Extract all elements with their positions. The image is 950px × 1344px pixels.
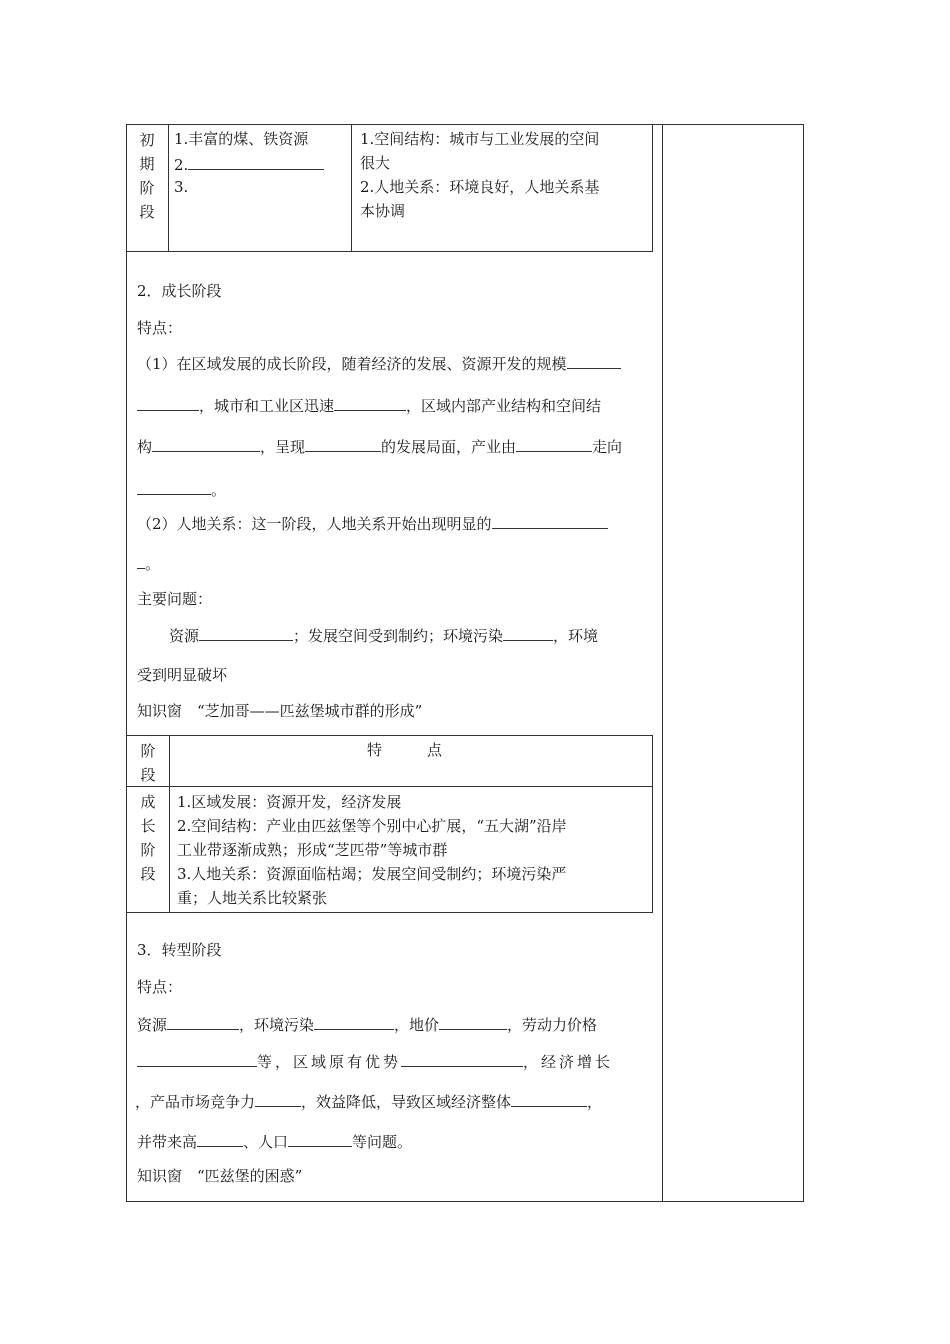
fill-blank[interactable] <box>197 1130 243 1147</box>
fill-blank[interactable] <box>492 512 608 529</box>
knowledge-window-title: 知识窗 “芝加哥——匹兹堡城市群的形成” <box>137 702 423 720</box>
column-divider <box>169 736 170 912</box>
factors-cell <box>168 124 352 251</box>
feature-row: 3.人地关系：资源面临枯竭；发展空间受制约；环境污染严 <box>177 865 567 883</box>
fill-blank[interactable] <box>137 1050 257 1067</box>
fill-blank[interactable] <box>137 552 145 569</box>
feature-line: 本协调 <box>360 202 406 220</box>
features-label: 特点： <box>137 978 183 996</box>
problems-label: 主要问题： <box>137 590 213 608</box>
paragraph-line: 。 <box>137 478 226 500</box>
paragraph-line: （1）在区域发展的成长阶段，随着经济的发展、资源开发的规模 <box>137 352 621 374</box>
paragraph-line: 等，区域原有优势 ，经济增长 <box>137 1050 613 1072</box>
fill-blank[interactable] <box>439 1013 507 1030</box>
fill-blank[interactable] <box>401 1050 523 1067</box>
feature-line: 1.空间结构：城市与工业发展的空间 <box>360 130 600 148</box>
fill-blank[interactable] <box>334 394 406 411</box>
feature-line: 2.人地关系：环境良好，人地关系基 <box>360 178 600 196</box>
fill-blank[interactable] <box>152 435 260 452</box>
factor-1: 1.丰富的煤、铁资源 <box>174 130 309 148</box>
fill-blank[interactable] <box>199 624 293 641</box>
stage-char: 成 <box>140 793 156 811</box>
stage-char: 阶 <box>139 179 155 197</box>
feature-row: 2.空间结构：产业由匹兹堡等个别中心扩展，“五大湖”沿岸 <box>177 817 567 835</box>
section-heading: 3．转型阶段 <box>137 941 222 959</box>
paragraph-line: 资源 ；发展空间受到制约；环境污染 ，环境 <box>169 624 598 646</box>
feature-row: 重；人地关系比较紧张 <box>177 889 328 907</box>
factor-2: 2. <box>174 153 324 175</box>
feature-line: 很大 <box>360 154 391 172</box>
paragraph-line: 资源 ，环境污染 ，地价 ，劳动力价格 <box>137 1013 597 1035</box>
feature-row: 1.区域发展：资源开发，经济发展 <box>177 793 402 811</box>
initial-stage-table <box>126 124 653 252</box>
fill-blank[interactable] <box>255 1090 301 1107</box>
fill-blank[interactable] <box>516 435 592 452</box>
paragraph-line: 并带来高 、人口 等问题。 <box>137 1130 412 1152</box>
stage-char: 阶 <box>140 841 156 859</box>
stage-char: 期 <box>139 155 155 173</box>
notes-column-divider <box>662 124 663 1202</box>
paragraph-line: （2）人地关系：这一阶段，人地关系开始出现明显的 <box>137 512 608 534</box>
factor-3: 3. <box>174 178 189 196</box>
fill-blank[interactable] <box>167 1013 239 1030</box>
header-char: 段 <box>140 766 156 784</box>
header-char: 阶 <box>140 742 156 760</box>
paragraph-line: 受到明显破坏 <box>137 666 228 684</box>
stage-char: 段 <box>140 865 156 883</box>
fill-blank[interactable] <box>314 1013 394 1030</box>
features-label: 特点： <box>137 319 183 337</box>
fill-blank[interactable] <box>511 1090 587 1107</box>
feature-row: 工业带逐渐成熟；形成“芝匹带”等城市群 <box>177 841 448 859</box>
section-heading: 2．成长阶段 <box>137 282 222 300</box>
paragraph-line: 构 ，呈现 的发展局面，产业由 走向 <box>137 435 622 457</box>
fill-blank[interactable] <box>567 352 621 369</box>
fill-blank[interactable] <box>503 624 553 641</box>
stage-char: 段 <box>139 203 155 221</box>
paragraph-line: 。 <box>137 552 160 574</box>
feature-header: 特 点 <box>367 741 443 759</box>
paragraph-line: ，产品市场竞争力 ，效益降低，导致区域经济整体 ， <box>135 1090 602 1112</box>
fill-blank[interactable] <box>188 153 324 170</box>
outer-frame <box>126 124 804 1202</box>
growth-stage-table <box>126 735 653 913</box>
fill-blank[interactable] <box>137 478 211 495</box>
stage-char: 长 <box>140 817 156 835</box>
paragraph-line: ，城市和工业区迅速 ，区域内部产业结构和空间结 <box>137 394 601 416</box>
fill-blank[interactable] <box>137 394 199 411</box>
fill-blank[interactable] <box>288 1130 352 1147</box>
knowledge-window-title: 知识窗 “匹兹堡的困惑” <box>137 1167 303 1185</box>
stage-cell <box>126 124 169 251</box>
fill-blank[interactable] <box>305 435 381 452</box>
stage-char: 初 <box>139 131 155 149</box>
